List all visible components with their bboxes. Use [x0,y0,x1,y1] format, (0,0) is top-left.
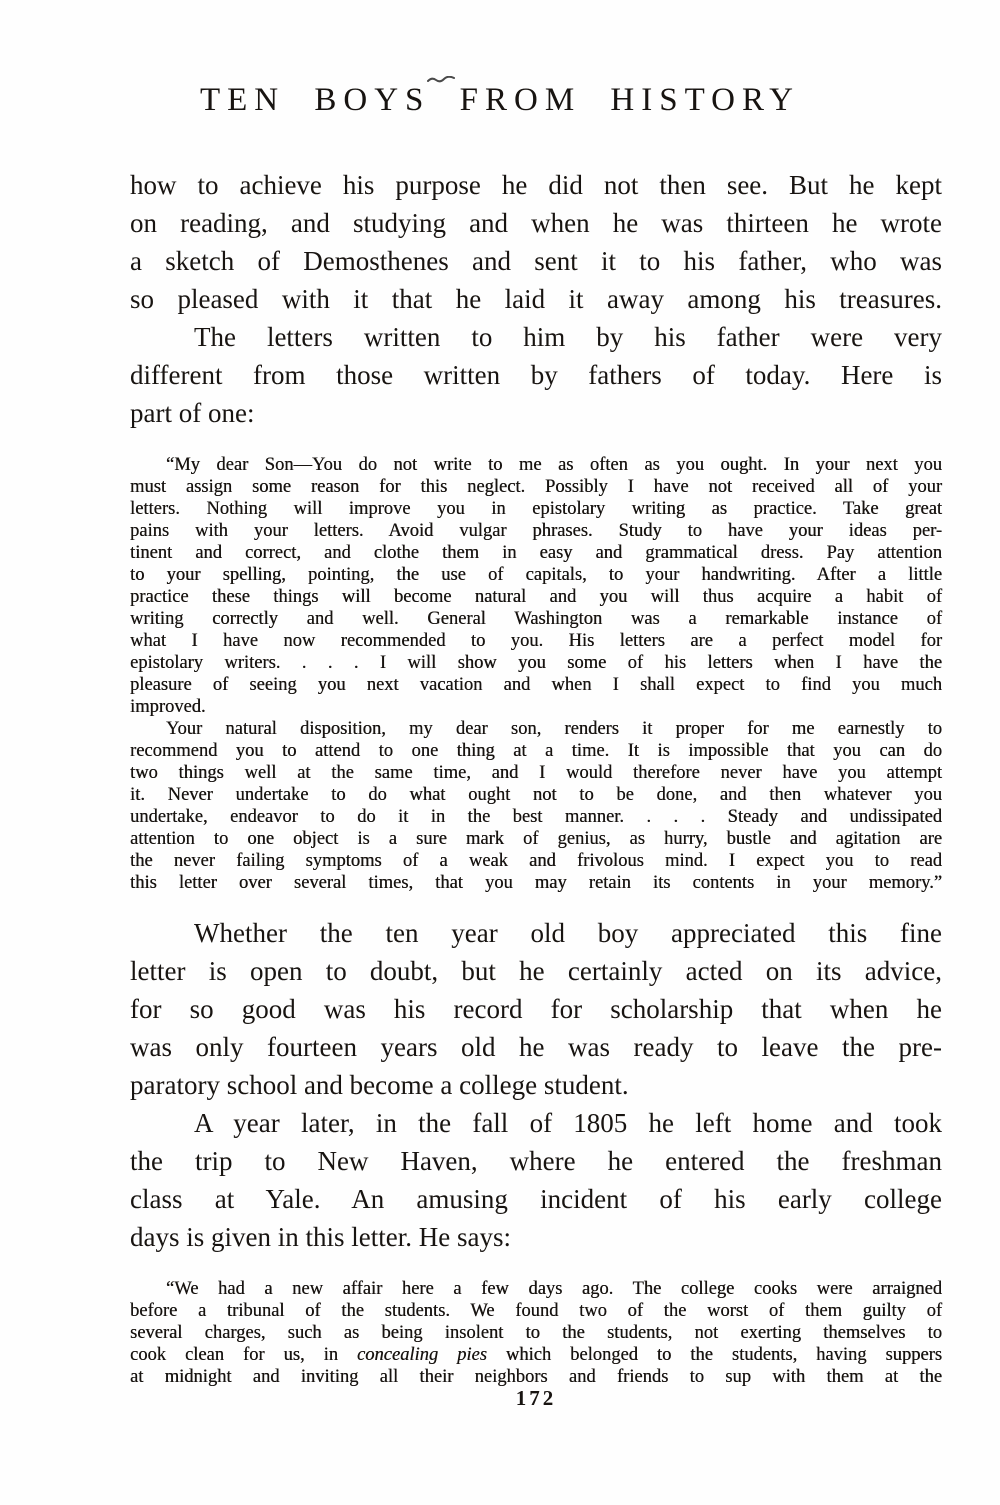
text-line: tinent and correct, and clothe them in easy and grammatical dress. Pay attention [130,543,942,563]
text-line: “We had a new affair here a few days ago. The college cooks were arraigned [166,1279,942,1299]
text-line: letter is open to doubt, but he certainly acted on its advice, [130,956,942,986]
text-line: must assign some reason for this neglect. Possibly I have not received all of your [130,477,942,497]
text-line: several charges, such as being insolent to the students, not exerting themselves to [130,1323,942,1343]
paragraph [130,1104,942,1256]
text-line: writing correctly and well. General Washington was a remarkable instance of [130,609,942,629]
text-line: how to achieve his purpose he did not then see. But he kept [130,170,942,200]
text-line: was only fourteen years old he was ready to leave the pre- [130,1032,942,1062]
text-line: on reading, and studying and when he was thirteen he wrote [130,208,942,238]
letter-excerpt [130,718,942,894]
text-line: Whether the ten year old boy appreciated this fine [194,918,942,948]
text-line: so pleased with it that he laid it away among his treasures. [130,284,942,314]
text-line: A year later, in the fall of 1805 he left home and took [194,1108,942,1138]
text-line: at midnight and inviting all their neighbors and friends to sup with them at the [130,1367,942,1387]
text-line: attention to one object is a sure mark of genius, as hurry, bustle and agitation are [130,829,942,849]
text-line: days is given in this letter. He says: [130,1222,511,1252]
paragraph [130,914,942,1104]
text-line: undertake, endeavor to do it in the best manner. . . . Steady and undissipated [130,807,942,827]
text-line: the never failing symptoms of a weak and frivolous mind. I expect you to read [130,851,942,871]
text-line: for so good was his record for scholarship that when he [130,994,942,1024]
text-line: before a tribunal of the students. We found two of the worst of them guilty of [130,1301,942,1321]
text-line: recommend you to attend to one thing at a time. It is impossible that you can do [130,741,942,761]
text-line: part of one: [130,398,255,428]
paragraph [130,318,942,432]
text-line: The letters written to him by his father were very [194,322,942,352]
text-line: this letter over several times, that you may retain its contents in your memory.” [130,873,942,893]
text-line: different from those written by fathers of today. Here is [130,360,942,390]
page-header-title: TEN BOYS FROM HISTORY [199,82,801,118]
text-line: the trip to New Haven, where he entered the freshman [130,1146,942,1176]
text-line: two things well at the same time, and I would therefore never have you attempt [130,763,942,783]
text-blocks [130,166,942,1388]
page-number: 172 [515,1386,557,1410]
text-line: Your natural disposition, my dear son, renders it proper for me earnestly to [166,719,942,739]
ink-smudge-mark [427,70,455,77]
text-line: class at Yale. An amusing incident of his early college [130,1184,942,1214]
paragraph [130,166,942,318]
text-line: to your spelling, pointing, the use of capitals, to your handwriting. After a little [130,565,942,585]
letter-excerpt [130,1278,942,1388]
text-line: practice these things will become natural and you will thus acquire a habit of [130,587,942,607]
text-line: it. Never undertake to do what ought not to be done, and then whatever you [130,785,942,805]
text-line: what I have now recommended to you. His letters are a perfect model for [130,631,942,651]
text-line: letters. Nothing will improve you in epistolary writing as practice. Take great [130,499,942,519]
letter-excerpt [130,454,942,718]
text-line: cook clean for us, in concealing pies which belonged to the students, having suppers [130,1345,942,1365]
text-line: improved. [130,697,206,717]
text-line: a sketch of Demosthenes and sent it to his father, who was [130,246,942,276]
text-line: pains with your letters. Avoid vulgar phrases. Study to have your ideas per- [130,521,942,541]
text-line: “My dear Son—You do not write to me as often as you ought. In your next you [166,455,942,475]
text-line: paratory school and become a college student. [130,1070,629,1100]
text-line: epistolary writers. . . . I will show you some of his letters when I have the [130,653,942,673]
text-line: pleasure of seeing you next vacation and when I shall expect to find you much [130,675,942,695]
